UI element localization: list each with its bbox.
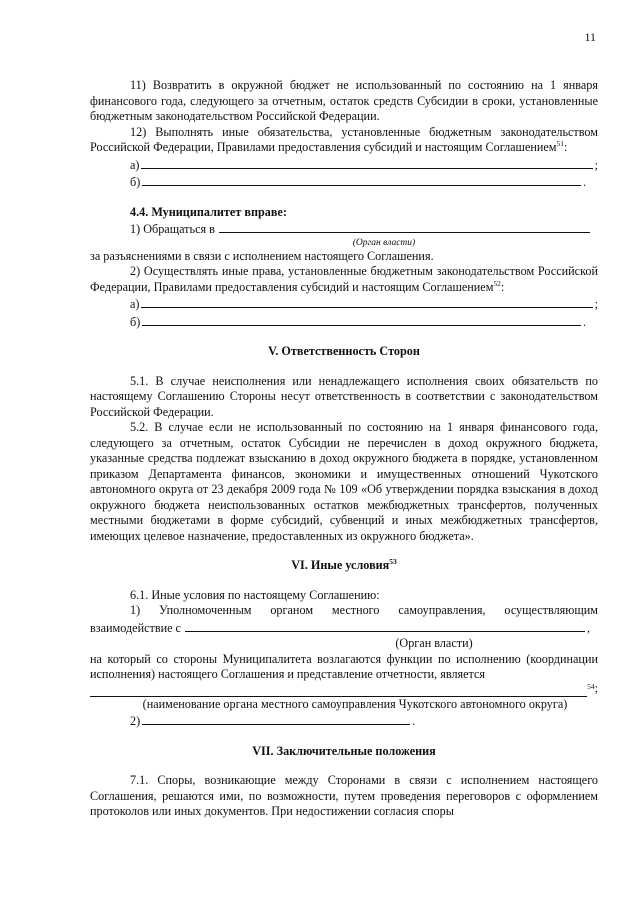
- item-label-2: 2): [130, 714, 141, 728]
- paragraph-5-1: 5.1. В случае неисполнения или ненадлежащего исполнения своих обязательств по настоящему Соглашению Стороны несут ответственность в соответствии с законодательством Российской Федерации.: [90, 373, 598, 419]
- item-label-b: б): [130, 314, 141, 329]
- colon: :: [500, 279, 505, 294]
- colon: :: [564, 140, 568, 154]
- paragraph-5-2: 5.2. В случае если не использованный по состоянию на 1 января финансового года, следующего за отчетным, остаток Субсидии не перечислен в доход окружного бюджета, указанные средства подлежат взысканию в доход окружного бюджета в порядке, установленном приказом Департамента финансов, экономики и имущественных отношений Чукотского автономного округа от 23 декабря 2009 года № 109 «Об утверждении порядка взыскания в доход окружного бюджета неиспользованных остатков межбюджетных трансфертов, полученных местными бюджетами в форме субсидий, субвенций и иных межбюджетных трансфертов, имеющих целевое назначение, предоставленных из окружного бюджета».: [90, 420, 598, 543]
- blank-line-organ-2: [90, 619, 598, 637]
- blank-line-b2: [90, 313, 598, 331]
- punctuation: .: [582, 314, 586, 329]
- section-heading-5: V. Ответственность Сторон: [268, 344, 420, 358]
- paragraph-6-1: 6.1. Иные условия по настоящему Соглашению:: [130, 587, 380, 602]
- blank-line-a: [90, 156, 598, 174]
- fill-in-field[interactable]: [90, 686, 587, 697]
- fill-in-field[interactable]: [219, 220, 590, 233]
- section-heading-4-4: 4.4. Муниципалитет вправе:: [130, 204, 287, 219]
- paragraph-12: [90, 125, 598, 156]
- footnote-ref-51: 51: [556, 138, 565, 148]
- fill-in-field[interactable]: [141, 295, 592, 308]
- fill-in-field[interactable]: [142, 313, 581, 326]
- section-heading-6: [90, 558, 598, 574]
- paragraph-6-1-1a: 1) Уполномоченным органом местного самоуправления, осуществляющим: [130, 603, 598, 617]
- paragraph-11: 11) Возвратить в окружной бюджет не использованный по состоянию на 1 января финансового года, следующего за отчетным, остаток средств Субсидии в сроки, установленные бюджетным законодательством Российской Федерации.: [90, 78, 598, 123]
- footnote-ref-53: 53: [389, 556, 397, 566]
- blank-line-mun: [90, 683, 598, 697]
- punctuation: ;: [594, 297, 598, 311]
- footnote-ref-52: 52: [493, 278, 501, 288]
- blank-line-b: [90, 173, 598, 191]
- fill-in-field[interactable]: [185, 619, 585, 632]
- document-body: [90, 78, 598, 820]
- item-label-b: б): [130, 175, 141, 189]
- punctuation: .: [412, 714, 416, 728]
- caption-municipality: (наименование органа местного самоуправления Чукотского автономного округа): [142, 696, 568, 711]
- punctuation: .: [582, 175, 586, 189]
- item-label-a: а): [130, 157, 140, 172]
- fill-in-field[interactable]: [142, 712, 410, 725]
- punctuation: ,: [586, 620, 590, 635]
- punctuation: ;: [594, 157, 598, 172]
- paragraph-44-1-lead: 1) Обращаться в: [130, 222, 215, 236]
- item-label-a: а): [130, 297, 140, 311]
- fill-in-field[interactable]: [142, 173, 581, 186]
- footnote-ref-54: 54: [587, 681, 595, 691]
- paragraph-6-1-1c: на который со стороны Муниципалитета возлагаются функции по исполнению (координации исполнения) настоящего Соглашения и представление отчетности, является: [90, 651, 598, 681]
- paragraph-7-1: 7.1. Споры, возникающие между Сторонами в связи с исполнением настоящего Соглашения, решаются ими, по возможности, путем проведения переговоров с оформлением протоколов или иных документов. При недостижении согласия споры: [90, 773, 598, 818]
- caption-organ-italic: (Орган власти): [352, 237, 416, 248]
- paragraph-44-1-cont: за разъяснениями в связи с исполнением настоящего Соглашения.: [90, 248, 434, 263]
- section-heading-6-text: VI. Иные условия: [291, 558, 390, 572]
- paragraph-44-2-text: 2) Осуществлять иные права, установленные бюджетным законодательством Российской Федерации, Правилами предоставления субсидий и настоящим Соглашением: [90, 264, 598, 294]
- section-heading-7: VII. Заключительные положения: [252, 743, 436, 758]
- paragraph-6-1-1b: взаимодействие с: [90, 620, 181, 635]
- fill-in-field[interactable]: [141, 156, 592, 169]
- paragraph-44-2: [90, 264, 598, 295]
- blank-line-2: [90, 712, 598, 730]
- punctuation: ;: [594, 681, 598, 695]
- blank-line-organ: [90, 220, 598, 238]
- page-number: 11: [584, 30, 596, 44]
- caption-organ: (Орган власти): [395, 636, 473, 650]
- blank-line-a2: [90, 295, 598, 313]
- paragraph-12-text: 12) Выполнять иные обязательства, установленные бюджетным законодательством Российской Федерации, Правилами предоставления субсидий и настоящим Соглашением: [90, 124, 598, 154]
